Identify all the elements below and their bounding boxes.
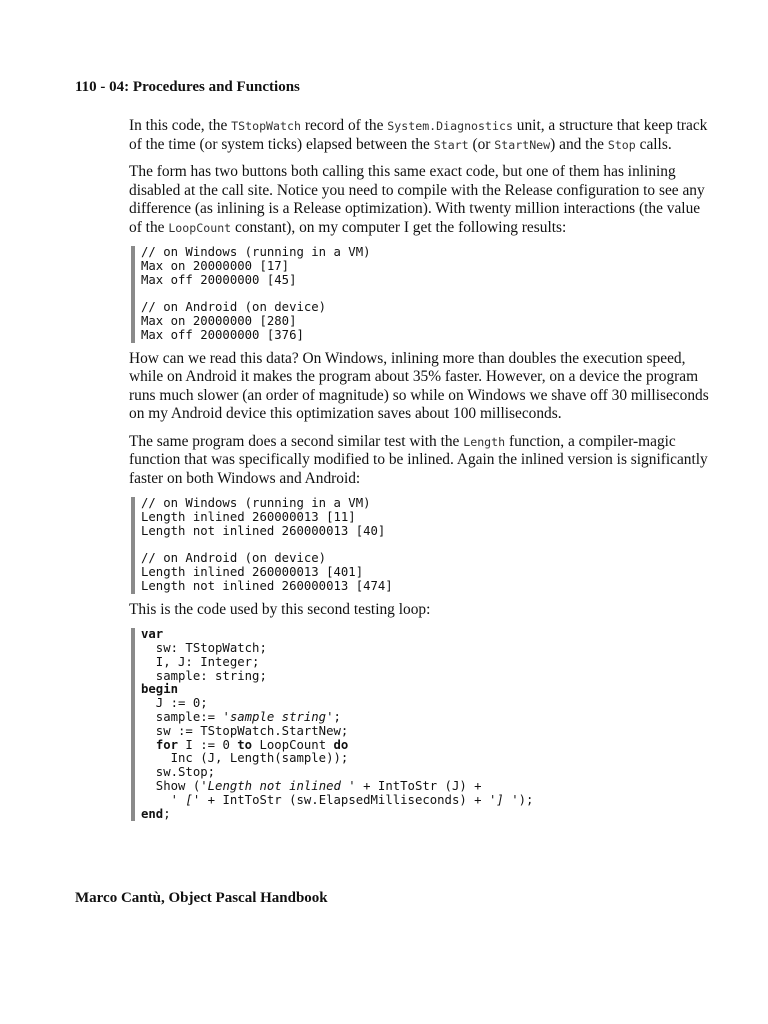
code-line: Length not inlined 260000013 [474] — [141, 578, 393, 593]
code-line: I, J: Integer; — [141, 654, 260, 669]
code-text: LoopCount — [252, 737, 334, 752]
code-text: + IntToStr (J) + — [355, 778, 482, 793]
code-blank-line — [141, 538, 715, 552]
text: (or — [468, 135, 495, 153]
code-line: Max on 20000000 [280] — [141, 313, 297, 328]
code-text — [141, 738, 156, 752]
code-line — [141, 808, 715, 822]
code-line: sw: TStopWatch; — [141, 640, 267, 655]
inline-code: Length — [463, 434, 506, 449]
code-line: // on Android (on device) — [141, 551, 327, 566]
code-line: sw := TStopWatch.StartNew; — [141, 723, 349, 738]
text: function, a compiler-magic function that was specifically modified to be inlined. Again the inlined version is significantly faster on both Windows and Android: — [129, 432, 708, 487]
keyword: for — [155, 737, 179, 752]
code-line: Length inlined 260000013 [11] — [141, 509, 356, 524]
code-line: // on Android (on device) — [141, 300, 327, 315]
inline-code: StartNew — [494, 137, 551, 152]
code-text — [141, 793, 171, 807]
text: record of the — [300, 117, 388, 134]
inline-code: TStopWatch — [231, 119, 301, 133]
code-line: Max on 20000000 [17] — [141, 258, 290, 273]
string-literal: 'Length not inlined ' — [200, 778, 356, 793]
paragraph-code-intro: This is the code used by this second testing loop: — [129, 600, 431, 618]
code-block-loop — [131, 628, 715, 821]
code-block-results-max — [131, 246, 715, 343]
code-line — [141, 628, 715, 642]
code-text: ; — [163, 806, 171, 821]
code-text: ; — [333, 709, 341, 724]
inline-code: Stop — [607, 137, 636, 152]
code-line: // on Windows (running in a VM) — [141, 496, 371, 511]
code-text: + IntToStr (sw.ElapsedMilliseconds) + — [200, 792, 489, 807]
text: ) and the — [550, 135, 608, 153]
code-line — [141, 739, 715, 753]
code-text: sample:= — [141, 709, 223, 724]
text: In this code, the — [129, 117, 232, 134]
text: The same program does a second similar test with the — [129, 432, 464, 450]
code-text: Show ( — [141, 778, 201, 793]
code-line: Inc (J, Length(sample)); — [141, 751, 349, 766]
code-line: sw.Stop; — [141, 765, 216, 780]
inline-code: System.Diagnostics — [387, 119, 513, 133]
code-block-results-length — [131, 497, 715, 594]
code-line: Length not inlined 260000013 [40] — [141, 523, 386, 538]
paragraph-analysis: How can we read this data? On Windows, inlining more than doubles the execution speed, while on Android it makes the program about 35% faster. However, on a device the program runs much slower (an order of magnitude) so while on Windows we shave off 30 milliseconds on my Android device this optimization saves about 100 milliseconds. — [129, 349, 709, 423]
inline-code: LoopCount — [168, 220, 232, 235]
code-blank-line — [141, 287, 715, 301]
code-line: J := 0; — [141, 696, 208, 711]
code-line: sample: string; — [141, 668, 267, 683]
text: unit, a structure that keep track of the time (or system ticks) elapsed between the — [129, 117, 708, 153]
code-line — [141, 711, 715, 725]
text: The form has two buttons both calling this same exact code, but one of them has inlining disabled at the call site. Notice you need to compile with the Release configuration to see any difference (as inlining is a Release optimization). With twenty million interactions (the value of the — [129, 163, 705, 236]
text: calls. — [635, 135, 672, 153]
code-line: Length inlined 260000013 [401] — [141, 565, 364, 580]
paragraph-intro — [129, 117, 715, 154]
code-text: I := 0 — [178, 737, 238, 752]
code-line: // on Windows (running in a VM) — [141, 245, 371, 259]
paragraph-length-test — [129, 433, 715, 489]
code-line — [141, 683, 715, 697]
running-footer: Marco Cantù, Object Pascal Handbook — [75, 890, 328, 906]
text: constant), on my computer I get the following results: — [231, 218, 567, 236]
inline-code: Start — [433, 137, 469, 152]
code-line: Max off 20000000 [45] — [141, 272, 297, 287]
code-line — [141, 794, 715, 808]
keyword: to — [237, 737, 253, 752]
string-literal: '] ' — [488, 792, 519, 807]
keyword: do — [333, 737, 349, 752]
paragraph-form-buttons — [129, 163, 715, 237]
keyword: end — [141, 806, 164, 821]
main-content — [129, 117, 715, 828]
code-line — [141, 780, 715, 794]
keyword: var — [141, 627, 164, 642]
string-literal: 'sample string' — [222, 709, 334, 724]
running-header: 110 - 04: Procedures and Functions — [75, 79, 300, 95]
string-literal: ' [' — [170, 792, 201, 807]
code-text: ); — [518, 792, 534, 807]
code-line: Max off 20000000 [376] — [141, 327, 304, 342]
keyword: begin — [141, 682, 179, 697]
